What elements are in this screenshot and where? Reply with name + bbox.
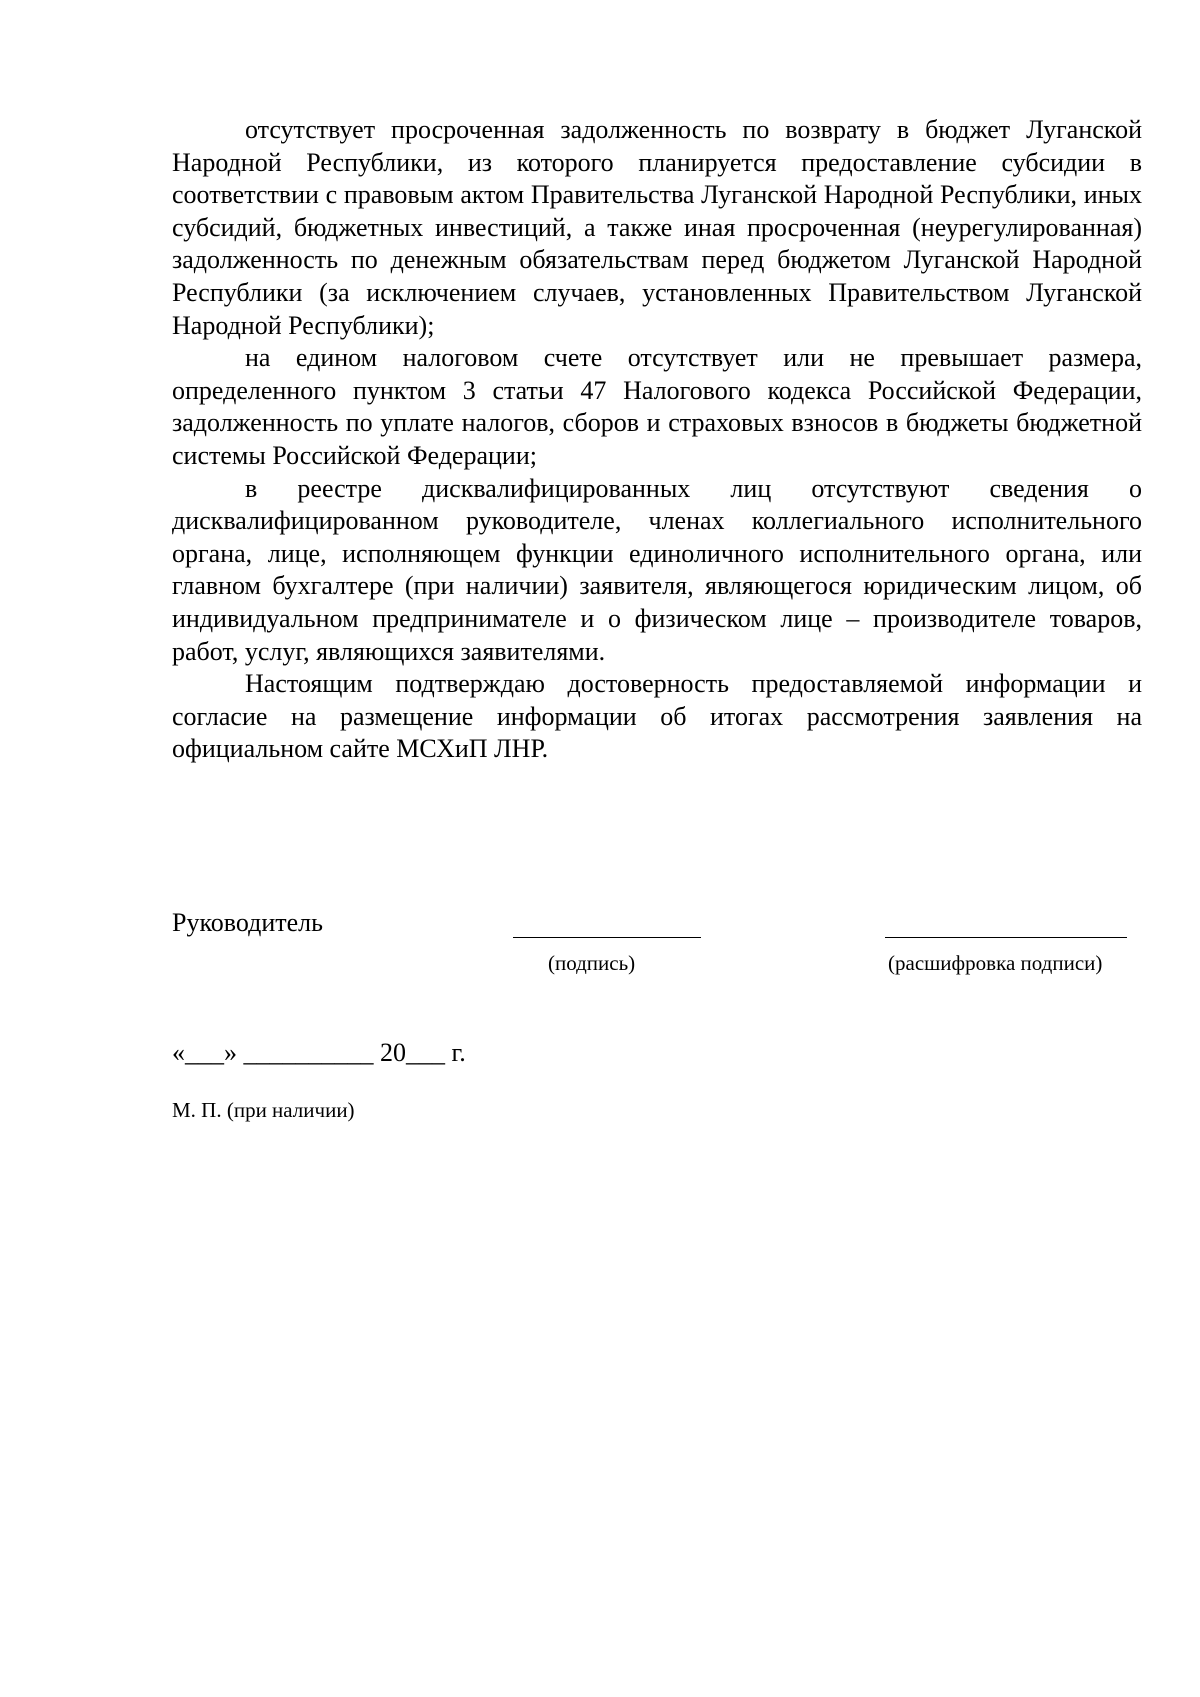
paragraph-no-overdue-debt: отсутствует просроченная задолженность по возврату в бюджет Луганской Народной Республики, из которого планируется предоставление субсидии в соответствии с правовым актом Правительства Луганской Народной Республики, иных субсидий, бюджетных инвестиций, а также иная просроченная (неурегулированная) задолженность по денежным обязательствам перед бюджетом Луганской Народной Республики (за исключением случаев, установленных Правительством Луганской Народной Республики); [172,115,1142,340]
paragraph-tax-account: на едином налоговом счете отсутствует или не превышает размера, определенного пунктом 3 статьи 47 Налогового кодекса Российской Федерации, задолженность по уплате налогов, сборов и страховых взносов в бюджеты бюджетной системы Российской Федерации; [172,343,1142,470]
paragraph-confirmation: Настоящим подтверждаю достоверность предоставляемой информации и согласие на размещение информации об итогах рассмотрения заявления на официальном сайте МСХиП ЛНР. [172,669,1142,764]
signature-decode-line [885,937,1127,938]
signatory-role-label: Руководитель [172,908,323,937]
signature-line [513,937,701,938]
signature-decode-caption: (расшифровка подписи) [888,951,1103,975]
paragraph-disqualified-registry: в реестре дисквалифицированных лиц отсутствуют сведения о дисквалифицированном руководителе, членах коллегиального исполнительного органа, лице, исполняющем функции единоличного исполнительного органа, или главном бухгалтере (при наличии) заявителя, являющегося юридическим лицом, об индивидуальном предпринимателе и о физическом лице – производителе товаров, работ, услуг, являющихся заявителями. [172,473,1142,666]
stamp-note: М. П. (при наличии) [172,1098,355,1122]
date-line: «___» __________ 20___ г. [172,1038,466,1067]
body-text [172,114,1142,766]
signature-caption: (подпись) [548,951,636,975]
